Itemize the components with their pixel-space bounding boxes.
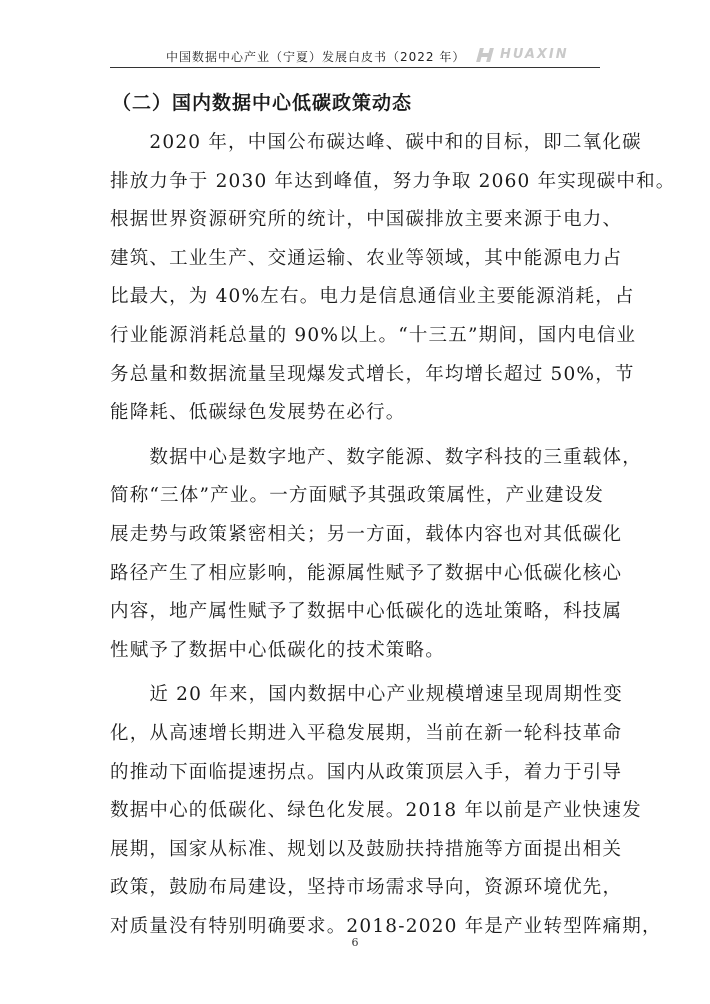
text-line: 的推动下面临提速拐点。国内从政策顶层入手，着力于引导: [110, 761, 623, 783]
section-heading: （二）国内数据中心低碳政策动态: [112, 92, 413, 114]
text-line: 对质量没有特别明确要求。2018-2020 年是产业转型阵痛期，: [110, 915, 662, 937]
huaxin-logo-icon: [476, 48, 496, 62]
text-line: 展期，国家从标准、规划以及鼓励扶持措施等方面提出相关: [110, 838, 623, 860]
text-line: 排放力争于 2030 年达到峰值，努力争取 2060 年实现碳中和。: [110, 170, 676, 192]
huaxin-logo: [476, 47, 569, 62]
text-line: 性赋予了数据中心低碳化的技术策略。: [110, 639, 445, 661]
text-line: 政策，鼓励布局建设，坚持市场需求导向，资源环境优先，: [110, 877, 623, 899]
logo-text: HUAXIN: [500, 47, 569, 62]
header-divider: [110, 67, 600, 68]
paragraph-three-body-industry: [110, 439, 642, 671]
page-number: 6: [351, 936, 359, 949]
text-line: 数据中心的低碳化、绿色化发展。2018 年以前是产业快速发: [110, 800, 642, 822]
text-line: 展走势与政策紧密相关；另一方面，载体内容也对其低碳化: [110, 523, 623, 545]
paragraph-carbon-goals: [110, 124, 676, 433]
text-line: 建筑、工业生产、交通运输、农业等领域，其中能源电力占: [110, 247, 623, 269]
paragraph-industry-cycle: [110, 676, 662, 946]
text-line: 务总量和数据流量呈现爆发式增长，年均增长超过 50%，节: [110, 363, 635, 385]
text-line: 简称“三体”产业。一方面赋予其强政策属性，产业建设发: [110, 485, 605, 507]
header-title: 中国数据中心产业（宁夏）发展白皮书（2022 年）: [166, 50, 466, 64]
text-line: 比最大，为 40%左右。电力是信息通信业主要能源消耗，占: [110, 286, 635, 308]
text-line: 根据世界资源研究所的统计，中国碳排放主要来源于电力、: [110, 209, 623, 231]
document-body: [110, 88, 676, 946]
text-line: 化，从高速增长期进入平稳发展期，当前在新一轮科技革命: [110, 722, 623, 744]
text-line: 数据中心是数字地产、数字能源、数字科技的三重载体，: [110, 446, 642, 468]
text-line: 2020 年，中国公布碳达峰、碳中和的目标，即二氧化碳: [110, 132, 642, 153]
text-line: 路径产生了相应影响，能源属性赋予了数据中心低碳化核心: [110, 562, 623, 584]
text-line: 内容，地产属性赋予了数据中心低碳化的选址策略，科技属: [110, 601, 623, 623]
text-line: 能降耗、低碳绿色发展势在必行。: [110, 402, 406, 424]
page-header: [110, 44, 600, 68]
text-line: 近 20 年来，国内数据中心产业规模增速呈现周期性变: [110, 684, 623, 706]
text-line: 行业能源消耗总量的 90%以上。“十三五”期间，国内电信业: [110, 324, 637, 346]
